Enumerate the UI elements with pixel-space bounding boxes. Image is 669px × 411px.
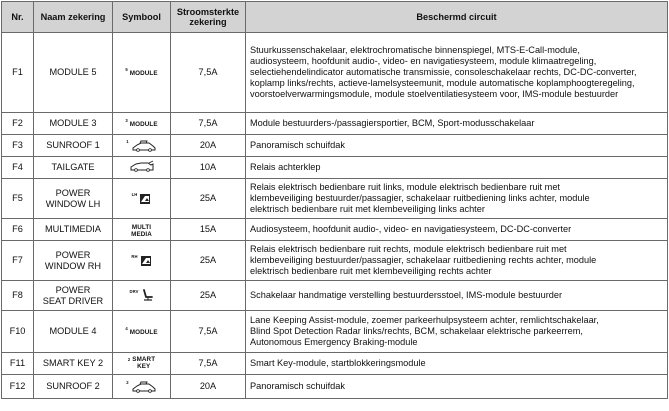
header-name: Naam zekering	[34, 2, 113, 33]
cell-nr: F7	[2, 241, 34, 281]
cell-symbol	[113, 113, 171, 135]
circuit-line: Audiosysteem, hoofdunit audio-, video- en navigatiesysteem, DC-DC-converter	[250, 224, 572, 234]
symbol-text-line1: MODULE	[129, 121, 158, 128]
circuit-line: Relais elektrisch bedienbare ruit rechts, module elektrisch bedienbare ruit met	[250, 244, 567, 254]
fuse-name-line2: WINDOW RH	[44, 260, 102, 271]
cell-current-rating: 7,5A	[171, 311, 246, 353]
cell-fuse-name	[34, 157, 113, 179]
cell-current-rating: 7,5A	[171, 353, 246, 375]
circuit-line: Lane Keeping Assist-module, zoemer parkeerhulpsysteem achter, remlichtschakelaar,	[250, 315, 599, 325]
cell-fuse-name	[34, 241, 113, 281]
fuse-name-line1: MULTIMEDIA	[45, 224, 101, 234]
symbol-superscript: 4	[125, 326, 128, 331]
cell-fuse-name	[34, 311, 113, 353]
circuit-line: voorstoelverwarmingsmodule, module stoelventilatiesysteem voor, IMS-module bestuurder	[250, 89, 619, 99]
circuit-line: Autonomous Emergency Braking-module	[250, 337, 418, 347]
cell-fuse-name	[34, 179, 113, 219]
fuse-name-line1: SUNROOF 2	[46, 381, 100, 391]
cell-current-rating: 25A	[171, 179, 246, 219]
power-window-icon	[132, 193, 152, 205]
circuit-line: Blind Spot Detection Radar links/rechts, BCM, schakelaar elektrische parkeerrem,	[250, 326, 583, 336]
fuse-name-line1: SUNROOF 1	[46, 140, 100, 150]
cell-symbol	[113, 281, 171, 311]
fuse-table-container	[1, 1, 668, 399]
symbol-text	[130, 122, 158, 129]
cell-fuse-name	[34, 113, 113, 135]
symbol-graphic	[140, 255, 152, 267]
cell-symbol	[113, 179, 171, 219]
circuit-line: Relais elektrisch bedienbare ruit links, module elektrisch bedienbare ruit met	[250, 182, 560, 192]
symbol-superscript: 1	[126, 138, 129, 144]
symbol-text	[130, 71, 158, 78]
fuse-row	[2, 135, 668, 157]
cell-protected-circuit	[246, 281, 668, 311]
symbol-superscript: RH	[131, 253, 138, 259]
sunroof-icon	[126, 381, 156, 393]
cell-fuse-name	[34, 281, 113, 311]
fuse-name-line1: POWER	[55, 249, 91, 260]
fuse-name-line1: MODULE 3	[49, 118, 97, 128]
cell-fuse-name	[34, 33, 113, 113]
fuse-name-line1: MODULE 4	[49, 326, 97, 336]
cell-nr: F4	[2, 157, 34, 179]
cell-protected-circuit	[246, 113, 668, 135]
tailgate-icon	[129, 160, 155, 172]
cell-fuse-name	[34, 135, 113, 157]
fuse-name-line1: TAILGATE	[51, 162, 95, 172]
cell-fuse-name	[34, 375, 113, 399]
power-window-icon	[131, 255, 151, 267]
fuse-row	[2, 33, 668, 113]
cell-current-rating: 20A	[171, 135, 246, 157]
symbol-text-line1: MULTI	[131, 224, 152, 231]
cell-symbol	[113, 375, 171, 399]
circuit-line: Module bestuurders-/passagiersportier, BCM, Sport-modusschakelaar	[250, 118, 535, 128]
fuse-row	[2, 219, 668, 241]
fuse-name-line1: POWER	[55, 187, 91, 198]
fuse-name-line1: MODULE 5	[49, 67, 97, 77]
cell-protected-circuit	[246, 179, 668, 219]
symbol-text-line2: KEY	[137, 362, 151, 370]
symbol-graphic	[141, 289, 154, 302]
header-current-line2: zekering	[189, 17, 227, 27]
header-current	[171, 2, 246, 33]
cell-protected-circuit	[246, 135, 668, 157]
cell-symbol	[113, 311, 171, 353]
multimedia-text-icon	[131, 225, 152, 238]
cell-fuse-name	[34, 219, 113, 241]
cell-symbol	[113, 157, 171, 179]
module-text-icon	[125, 67, 158, 78]
fuse-row	[2, 157, 668, 179]
cell-nr: F11	[2, 353, 34, 375]
circuit-line: klembeveiliging bestuurder/passagier, schakelaar ruitbediening rechts achter, module	[250, 255, 597, 265]
symbol-text-line1: MODULE	[129, 329, 158, 336]
symbol-graphic	[131, 140, 157, 152]
cell-nr: F5	[2, 179, 34, 219]
cell-current-rating: 20A	[171, 375, 246, 399]
fuse-row	[2, 311, 668, 353]
cell-symbol	[113, 219, 171, 241]
fuse-row	[2, 113, 668, 135]
cell-nr: F1	[2, 33, 34, 113]
cell-protected-circuit	[246, 353, 668, 375]
header-symbol: Symbool	[113, 2, 171, 33]
header-current-line1: Stroomsterkte	[176, 7, 240, 17]
circuit-line: Panoramisch schuifdak	[250, 140, 345, 150]
module-text-icon	[125, 326, 158, 337]
fuse-table-body	[2, 33, 668, 399]
symbol-superscript: 2	[126, 379, 129, 385]
circuit-line: elektrisch bedienbare ruit met klembeveiliging rechts achter	[250, 266, 492, 276]
power-seat-icon	[129, 289, 153, 302]
circuit-line: Smart Key-module, startblokkeringsmodule	[250, 358, 426, 368]
symbol-text-line1: SMART	[132, 356, 156, 364]
cell-current-rating: 15A	[171, 219, 246, 241]
symbol-text-line2: MEDIA	[131, 230, 152, 238]
circuit-line: Schakelaar handmatige verstelling bestuurdersstoel, IMS-module bestuurder	[250, 290, 563, 300]
symbol-text	[132, 357, 155, 370]
fuse-name-line1: POWER	[55, 284, 91, 295]
module-text-icon	[125, 118, 158, 129]
symbol-superscript: LH	[131, 191, 138, 197]
symbol-text	[131, 225, 152, 238]
circuit-line: selectiehendelindicator automatische transmissie, consoleschakelaar rechts, DC-DC-converter,	[250, 67, 637, 77]
cell-protected-circuit	[246, 241, 668, 281]
cell-nr: F2	[2, 113, 34, 135]
symbol-graphic	[131, 381, 157, 393]
cell-protected-circuit	[246, 375, 668, 399]
circuit-line: elektrisch bedienbare ruit met klembeveiliging links achter	[250, 204, 485, 214]
cell-symbol	[113, 135, 171, 157]
cell-protected-circuit	[246, 219, 668, 241]
cell-nr: F3	[2, 135, 34, 157]
cell-symbol	[113, 241, 171, 281]
cell-current-rating: 7,5A	[171, 33, 246, 113]
symbol-graphic	[139, 193, 151, 205]
header-nr: Nr.	[2, 2, 34, 33]
cell-current-rating: 25A	[171, 281, 246, 311]
symbol-superscript: 2	[127, 356, 131, 362]
smart-key-text-icon	[128, 357, 155, 370]
fuse-name-line2: SEAT DRIVER	[42, 295, 104, 306]
cell-protected-circuit	[246, 157, 668, 179]
circuit-line: klembeveiliging bestuurder/passagier, schakelaar ruitbediening links achter, module	[250, 193, 590, 203]
cell-current-rating: 25A	[171, 241, 246, 281]
cell-protected-circuit	[246, 311, 668, 353]
cell-current-rating: 10A	[171, 157, 246, 179]
fuse-name-line2: WINDOW LH	[45, 198, 101, 209]
circuit-line: audiosysteem, hoofdunit audio-, video- en navigatiesysteem, module klimaatregeling,	[250, 56, 597, 66]
cell-symbol	[113, 33, 171, 113]
cell-current-rating: 7,5A	[171, 113, 246, 135]
circuit-line: koplamp links/rechts, actieve-lamelsysteemunit, module automatische koplamphoogteregeling,	[250, 78, 635, 88]
cell-nr: F8	[2, 281, 34, 311]
symbol-superscript: 3	[125, 118, 128, 123]
circuit-line: Relais achterklep	[250, 162, 321, 172]
table-header-row	[2, 2, 668, 33]
header-circuit: Beschermd circuit	[246, 2, 668, 33]
circuit-line: Stuurkussenschakelaar, elektrochromatische binnenspiegel, MTS-E-Call-module,	[250, 45, 580, 55]
symbol-graphic	[129, 160, 155, 172]
fuse-row	[2, 375, 668, 399]
symbol-text-line1: MODULE	[129, 70, 158, 77]
cell-nr: F6	[2, 219, 34, 241]
cell-nr: F10	[2, 311, 34, 353]
cell-symbol	[113, 353, 171, 375]
fuse-row	[2, 241, 668, 281]
cell-fuse-name	[34, 353, 113, 375]
symbol-superscript: 5	[125, 67, 128, 72]
fuse-row	[2, 179, 668, 219]
fuse-name-line1: SMART KEY 2	[42, 358, 104, 368]
fuse-row	[2, 353, 668, 375]
fuse-table	[1, 1, 668, 399]
fuse-row	[2, 281, 668, 311]
symbol-text	[130, 330, 158, 337]
cell-nr: F12	[2, 375, 34, 399]
circuit-line: Panoramisch schuifdak	[250, 381, 345, 391]
cell-protected-circuit	[246, 33, 668, 113]
symbol-superscript: DRV	[129, 288, 139, 294]
sunroof-icon	[126, 140, 156, 152]
